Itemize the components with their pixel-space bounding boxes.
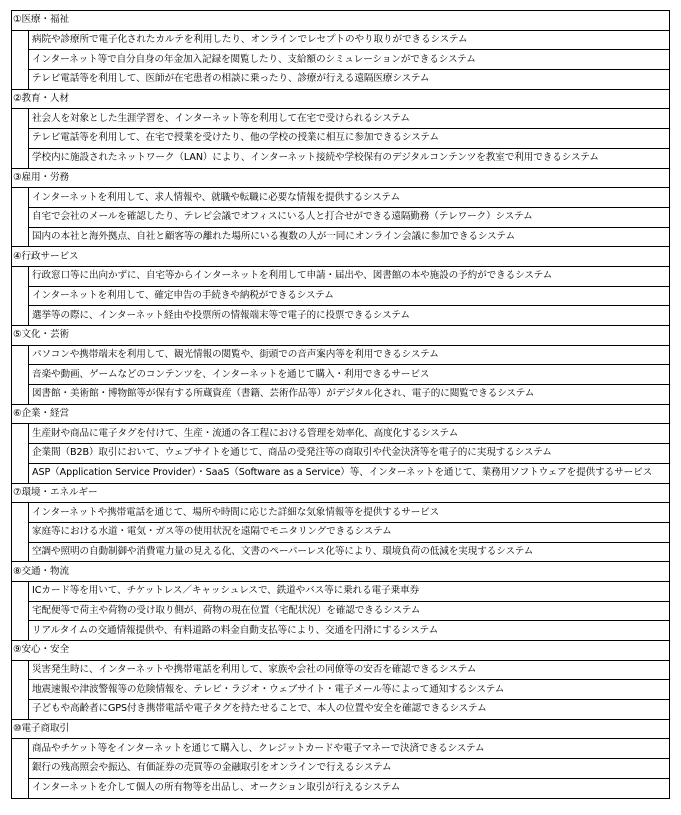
indent-cell [12, 266, 29, 286]
indent-cell [12, 50, 29, 70]
category-title: ⑧交通・物流 [12, 562, 670, 582]
category-title: ②教育・人材 [12, 89, 670, 109]
service-description: 銀行の残高照会や振込、有価証券の売買等の金融取引をオンラインで行えるシステム [29, 759, 670, 779]
indent-cell [12, 148, 29, 168]
indent-cell [12, 759, 29, 779]
table-body [12, 11, 670, 799]
table-row [12, 503, 670, 523]
indent-cell [12, 385, 29, 405]
category-title: ⑨安心・安全 [12, 641, 670, 661]
table-row [12, 660, 670, 680]
indent-cell [12, 542, 29, 562]
table-row [12, 129, 670, 149]
table-row [12, 345, 670, 365]
indent-cell [12, 424, 29, 444]
table-row [12, 207, 670, 227]
table-row [12, 424, 670, 444]
table-row [12, 30, 670, 50]
table-row [12, 50, 670, 70]
service-description: 企業間（B2B）取引において、ウェブサイトを通じて、商品の受発注等の商取引や代金決済等を電子的に実現するシステム [29, 444, 670, 464]
indent-cell [12, 700, 29, 720]
table-row [12, 227, 670, 247]
table-row [12, 266, 670, 286]
table-row [12, 522, 670, 542]
service-description: インターネットや携帯電話を通じて、場所や時間に応じた詳細な気象情報等を提供するサービス [29, 503, 670, 523]
indent-cell [12, 129, 29, 149]
category-title: ⑤文化・芸術 [12, 326, 670, 346]
service-category-table [11, 10, 670, 799]
table-row [12, 680, 670, 700]
table-row [12, 621, 670, 641]
category-title: ⑥企業・経営 [12, 404, 670, 424]
category-header-row [12, 326, 670, 346]
indent-cell [12, 581, 29, 601]
indent-cell [12, 345, 29, 365]
category-title: ③雇用・労務 [12, 168, 670, 188]
indent-cell [12, 522, 29, 542]
service-description: ASP（Application Service Provider）・SaaS（Software as a Service）等、インターネットを通じて、業務用ソフトウェアを提供するサービス [29, 463, 670, 483]
indent-cell [12, 227, 29, 247]
category-header-row [12, 11, 670, 31]
service-description: 空調や照明の自動制御や消費電力量の見える化、文書のペーパーレス化等により、環境負荷の低減を実現するシステム [29, 542, 670, 562]
indent-cell [12, 70, 29, 90]
table-row [12, 581, 670, 601]
service-description: テレビ電話等を利用して、医師が在宅患者の相談に乗ったり、診療が行える遠隔医療システム [29, 70, 670, 90]
service-description: 行政窓口等に出向かずに、自宅等からインターネットを利用して申請・届出や、図書館の本や施設の予約ができるシステム [29, 266, 670, 286]
category-title: ⑦環境・エネルギー [12, 483, 670, 503]
table-row [12, 109, 670, 129]
service-description: パソコンや携帯端末を利用して、観光情報の閲覧や、街頭での音声案内等を利用できるシステム [29, 345, 670, 365]
service-description: 子どもや高齢者にGPS付き携帯電話や電子タグを持たせることで、本人の位置や安全を確認できるシステム [29, 700, 670, 720]
category-header-row [12, 247, 670, 267]
indent-cell [12, 306, 29, 326]
indent-cell [12, 444, 29, 464]
indent-cell [12, 601, 29, 621]
category-header-row [12, 719, 670, 739]
service-description: インターネットを利用して、求人情報や、就職や転職に必要な情報を提供するシステム [29, 188, 670, 208]
indent-cell [12, 660, 29, 680]
category-title: ④行政サービス [12, 247, 670, 267]
table-row [12, 444, 670, 464]
service-description: 学校内に施設されたネットワーク（LAN）により、インターネット接続や学校保有のデジタルコンテンツを教室で利用できるシステム [29, 148, 670, 168]
indent-cell [12, 503, 29, 523]
table-row [12, 463, 670, 483]
table-row [12, 759, 670, 779]
service-description: 社会人を対象とした生涯学習を、インターネット等を利用して在宅で受けられるシステム [29, 109, 670, 129]
service-description: インターネット等で自分自身の年金加入記録を閲覧したり、支給額のシミュレーションができるシステム [29, 50, 670, 70]
service-description: 国内の本社と海外拠点、自社と顧客等の離れた場所にいる複数の人が一同にオンライン会議に参加できるシステム [29, 227, 670, 247]
category-header-row [12, 562, 670, 582]
indent-cell [12, 30, 29, 50]
service-description: リアルタイムの交通情報提供や、有料道路の料金自動支払等により、交通を円滑にするシステム [29, 621, 670, 641]
service-description: 音楽や動画、ゲームなどのコンテンツを、インターネットを通じて購入・利用できるサービス [29, 365, 670, 385]
service-description: 地震速報や津波警報等の危険情報を、テレビ・ラジオ・ウェブサイト・電子メール等によって通知するシステム [29, 680, 670, 700]
table-row [12, 385, 670, 405]
indent-cell [12, 207, 29, 227]
indent-cell [12, 739, 29, 759]
indent-cell [12, 365, 29, 385]
table-row [12, 778, 670, 798]
indent-cell [12, 778, 29, 798]
category-header-row [12, 641, 670, 661]
indent-cell [12, 188, 29, 208]
service-description: テレビ電話等を利用して、在宅で授業を受けたり、他の学校の授業に相互に参加できるシステム [29, 129, 670, 149]
service-description: インターネットを利用して、確定申告の手続きや納税ができるシステム [29, 286, 670, 306]
service-description: 家庭等における水道・電気・ガス等の使用状況を遠隔でモニタリングできるシステム [29, 522, 670, 542]
indent-cell [12, 463, 29, 483]
service-description: ICカード等を用いて、チケットレス／キャッシュレスで、鉄道やバス等に乗れる電子乗車券 [29, 581, 670, 601]
table-row [12, 542, 670, 562]
service-description: インターネットを介して個人の所有物等を出品し、オークション取引が行えるシステム [29, 778, 670, 798]
table-row [12, 739, 670, 759]
table-row [12, 148, 670, 168]
table-row [12, 70, 670, 90]
service-description: 災害発生時に、インターネットや携帯電話を利用して、家族や会社の同僚等の安否を確認できるシステム [29, 660, 670, 680]
table-row [12, 306, 670, 326]
category-header-row [12, 168, 670, 188]
service-description: 商品やチケット等をインターネットを通じて購入し、クレジットカードや電子マネーで決済できるシステム [29, 739, 670, 759]
service-description: 図書館・美術館・博物館等が保有する所蔵資産（書籍、芸術作品等）がデジタル化され、電子的に閲覧できるシステム [29, 385, 670, 405]
table-row [12, 286, 670, 306]
table-row [12, 188, 670, 208]
indent-cell [12, 109, 29, 129]
table-row [12, 365, 670, 385]
service-description: 自宅で会社のメールを確認したり、テレビ会議でオフィスにいる人と打合せができる遠隔勤務（テレワーク）システム [29, 207, 670, 227]
indent-cell [12, 680, 29, 700]
category-header-row [12, 404, 670, 424]
service-description: 病院や診療所で電子化されたカルテを利用したり、オンラインでレセプトのやり取りができるシステム [29, 30, 670, 50]
service-description: 生産財や商品に電子タグを付けて、生産・流通の各工程における管理を効率化、高度化するシステム [29, 424, 670, 444]
table-row [12, 700, 670, 720]
service-description: 宅配便等で荷主や荷物の受け取り側が、荷物の現在位置（宅配状況）を確認できるシステム [29, 601, 670, 621]
category-header-row [12, 89, 670, 109]
indent-cell [12, 621, 29, 641]
category-title: ⑩電子商取引 [12, 719, 670, 739]
indent-cell [12, 286, 29, 306]
service-description: 選挙等の際に、インターネット経由や投票所の情報端末等で電子的に投票できるシステム [29, 306, 670, 326]
table-row [12, 601, 670, 621]
category-header-row [12, 483, 670, 503]
category-title: ①医療・福祉 [12, 11, 670, 31]
